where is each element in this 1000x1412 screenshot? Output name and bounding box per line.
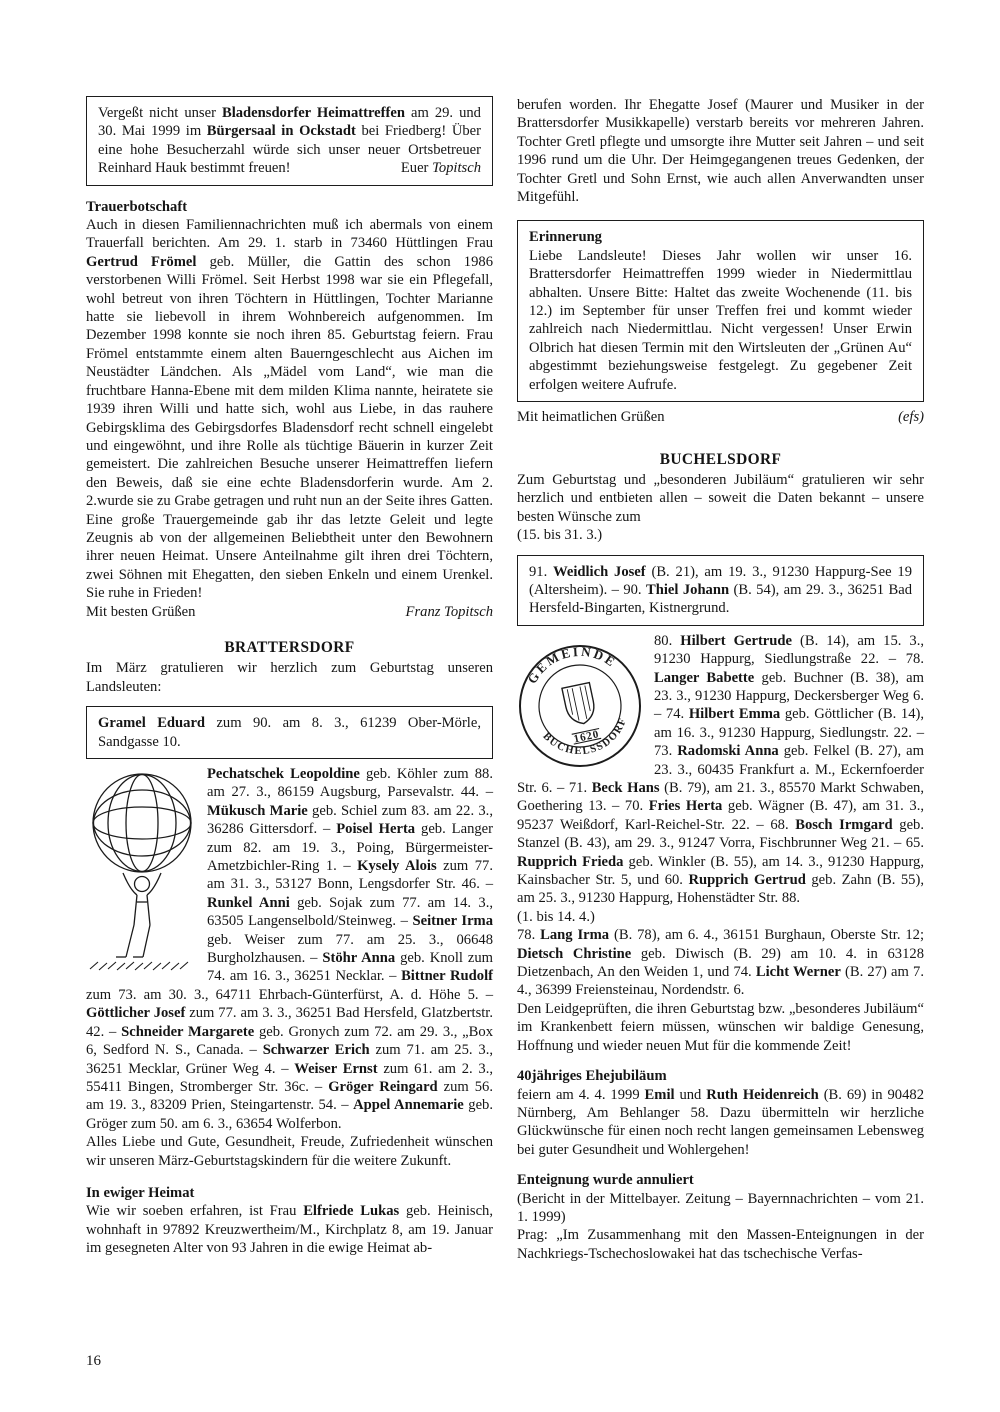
seal-bottom-text: BUCHELSSDORF [540,715,630,757]
jubilee-highlight-box [517,555,924,626]
enteignung-subtitle: (Bericht in der Mittelbayer. Zeitung – Bayernnachrichten – vom 21. 1. 1999) [517,1190,924,1225]
obituary-continuation: berufen worden. Ihr Ehegatte Josef (Maurer und Musiker in der Brattersdorfer Musikkapelle) verstarb bereits vor mehreren Jahren. Tochter Gretl pflegte und umsorgte ihre Mutter seit Jahren – und seit 1996 rund um die Uhr. Der Heimgegangenen treues Gedenken, der Tochter Gretl und Sohn Ernst, wie auch allen Anverwandten unser Mitgefühl. [517,97,924,206]
trauerbotschaft-closing-row [86,603,493,621]
date-range-march: (15. bis 31. 3.) [517,527,603,544]
section-heading-ewige-heimat: In ewiger Heimat [86,1184,195,1201]
trauerbotschaft-body: Auch in diesen Familiennachrichten muß ich abermals von einem Trauerfall berichten. Am 29. 1. starb in 73460 Hüttlingen Frau Gertrud Frömel geb. Müller, die Gattin des schon 1986 verstorbenen Willi Frömel. Seit Herbst 1998 war sie ein Pflegefall, wohl betreut von ihren Töchtern in Hüttlingen, Tochter Marianne hatte sie liebevoll in ihrem Wohnbereich aufgenommen. Im Dezember 1998 konnte sie noch ihren 85. Geburtstag feiern. Frau Frömel entstammte einem alten Bauerngeschlecht aus Aichen im Neustädter Ländchen. Als „Mädel vom Land“, wie man die fruchtbare Hanna-Ebene mit dem milden Klima nannte, heiratete sie 1939 ihren Willi und hatte sich, wohl aus Liebe, in das rauhere Gebirgsklima des Gebirgsdorfes Bladensdorf recht schnell eingelebt und eingewöhnt, und ihre Rolle als tüchtige Bäuerin in kurzer Zeit gemeistert. Die zahlreichen Besuche unserer Heimattreffen liefern den Beweis, daß sie eine echte Bladensdorferin wurde. Am 2. 2.wurde sie zu Grabe getragen und ruht nun an der Seite ihres Gatten. Eine große Trauergemeinde gab ihr das letzte Geleit und legte Zeugnis ab von der allgemeinen Beliebtheit unter den Bewohnern ihrer neuen Heimat. Unsere Anteilnahme gilt ihren drei Töchtern, zwei Söhnen mit Ehegatten, den sieben Enkeln und einem Urenkel. Sie ruhe in Frieden! [86,217,493,602]
left-column [86,96,493,1263]
notice-box [86,96,493,186]
svg-text:GEMEINDE [519,636,622,688]
date-range-april: (1. bis 14. 4.) [517,908,595,925]
enteignung-body: Prag: „Im Zusammenhang mit den Massen-Enteignungen in der Nachkriegs-Tschechoslowakei hat das tschechische Verfas- [517,1227,924,1262]
atlas-globe-illustration [86,769,196,974]
march-birthday-wishes: Alles Liebe und Gute, Gesundheit, Freude, Zufriedenheit wünschen wir unseren März-Geburtstagskindern für die weitere Zukunft. [86,1134,493,1169]
notice-text [98,104,481,178]
gemeinde-buchelsdorf-seal-illustration [517,636,643,776]
erinnerung-heading: Erinnerung [529,229,602,246]
section-heading-ehejubilaeum: 40jähriges Ehejubiläum [517,1068,667,1085]
jubilee-highlight-text: 91. Weidlich Josef (B. 21), am 19. 3., 91230 Happurg-See 19 (Altersheim). – 90. Thiel Johann (B. 54), am 29. 3., 36251 Bad Hersfeld-Bingarten, Kistnergrund. [529,563,912,617]
march-birthday-list: Pechatschek Leopoldine geb. Köhler zum 88. am 27. 3., 86159 Augsburg, Parsevalstr. 44. – Mükusch Marie geb. Schiel zum 83. am 22. 3., 36286 Gittersdorf. – Poisel Herta geb. Langer zum 82. am 19. 3., Poing, Bürgermeister-Ametzbichler-Ring 1. – Kysely Alois zum 77. am 31. 3., 53127 Bonn, Lengsdorfer Str. 46. – Runkel Anni geb. Sojak zum 77. am 14. 3., 63505 Langenselbold/Steinweg. – Seitner Irma geb. Weiser zum 77. am 25. 3., 06648 Burgholzhausen. – Stöhr Anna geb. Knoll zum 74. am 16. 3., 36251 Necklar. – Bittner Rudolf zum 73. am 30. 3., 64711 Ehrbach-Günterfürst, A. d. Höhe 5. – Göttlicher Josef zum 77. am 3. 3., 36251 Bad Hersfeld, Glatzbertstr. 42. – Schneider Margarete geb. Gronych zum 72. am 29. 3., „Box 6, Sedford N. S., Canada. – Schwarzer Erich zum 71. am 25. 3., 36251 Mecklar, Grüner Weg 4. – Weiser Ernst zum 61. am 2. 3., 55411 Bingen, Stromberger Str. 36c. – Gröger Reingard zum 56. am 19. 3., 83209 Prien, Steingartenstr. 54. – Appel Annemarie geb. Gröger zum 50. am 6. 3., 63654 Wolferbon. [86,766,494,1132]
gramel-highlight-box [86,706,493,759]
two-column-layout [86,96,924,1263]
right-column [517,96,924,1263]
buchelsdorf-birthday-block [517,632,924,1055]
greeting-signer: (efs) [898,409,924,426]
gramel-highlight-text: Gramel Eduard zum 90. am 8. 3., 61239 Ober-Mörle, Sandgasse 10. [98,715,481,750]
greeting-closing: Mit heimatlichen Grüßen [517,409,665,426]
erinnerung-body: Liebe Landsleute! Dieses Jahr wollen wir unser 16. Brattersdorfer Heimattreffen 1999 wieder in Niedermittlau abhalten. Unsere Bitte: Haltet das zweite Wochenende (11. bis 12.) im September für unser Treffen frei und kommt wieder zahlreich nach Niedermittlau. Nicht vergessen! Unser Erwin Olbrich hat diesen Termin mit den Wirtsleuten der „Grünen Au“ abgestimmt beziehungsweise festgelegt. Zu gegebener Zeit erfolgen weitere Aufrufe. [529,247,912,393]
ehejubilaeum-body: feiern am 4. 4. 1999 Emil und Ruth Heidenreich (B. 69) in 90482 Nürnberg, Am Behlanger 58. Dazu übermitteln wir herzliche Glückwünsche für einen noch recht langen gemeinsamen Lebensweg bei guter Gesundheit und Wohlergehen! [517,1086,924,1158]
buchelsdorf-april-list: 78. Lang Irma (B. 78), am 6. 4., 36151 Burghaun, Oberste Str. 12; Dietsch Christine geb. Diwisch (B. 29) am 10. 4. in 63128 Dietzenbach, An den Weiden 1, und 74. Licht Werner (B. 27) am 7. 4., 36399 Freiensteinau, Nordendstr. 6. [517,927,925,999]
ewige-heimat-body: Wie wir soeben erfahren, ist Frau Elfriede Lukas geb. Heinisch, wohnhaft in 97892 Kreuzwertheim/M., Kirchplatz 8, am 19. Januar im gesegneten Alter von 93 Jahren in die ewige Heimat ab- [86,1203,493,1257]
seal-year-text: 1620 [572,727,601,746]
section-heading-enteignung: Enteignung wurde annuliert [517,1172,694,1189]
greeting-row [517,408,924,426]
seal-top-text: GEMEINDE [524,643,620,686]
sick-wishes: Den Leidgeprüften, die ihren Geburtstag bzw. „besonderes Jubiläum“ im Krankenbett feiern müssen, wünschen wir baldige Genesung, Hoffnung und wieder neuen Mut für die kommende Zeit! [517,1000,924,1054]
notice-body: Vergeßt nicht unser Bladensdorfer Heimattreffen am 29. und 30. Mai 1999 im Bürgersaal in Ockstadt bei Friedberg! Über eine hohe Besucherzahl würde sich unser neuer Ortsbetreuer Reinhard Hauk bestimmt freuen! [98,105,481,177]
buchelsdorf-intro: Zum Geburtstag und „besonderen Jubiläum“ gratulieren wir sehr herzlich und entbieten allen – soweit die Daten bekannt – unsere besten Wünsche zum [517,471,924,525]
notice-signature: Euer Topitsch [400,160,481,177]
page-number: 16 [86,1353,101,1369]
section-heading-buchelsdorf: BUCHELSDORF [659,450,782,468]
brattersdorf-intro: Im März gratulieren wir herzlich zum Geburtstag unseren Landsleuten: [86,660,493,695]
closing-text: Mit besten Grüßen [86,603,196,620]
erinnerung-box [517,220,924,402]
buchelsdorf-march-list: 80. Hilbert Gertrude (B. 14), am 15. 3., 91230 Happurg, Siedlungstraße 22. – 78. Langer Babette geb. Buchner (B. 38), am 23. 3., 91230 Happurg, Deckersberger Weg 6. – 74. Hilbert Emma geb. Göttlicher (B. 14), am 16. 3., 91230 Happurg, Siedlungstr. 22. – 73. Radomski Anna geb. Felkel (B. 27), am 23. 3., 60435 Frankfurt a. M., Eckernfoerder Str. 6. – 71. Beck Hans (B. 79), am 21. 3., 85570 Markt Schwaben, Goethering 13. – 70. Fries Herta geb. Wägner (B. 47), am 31. 3., 95237 Weißdorf, Karl-Reichel-Str. 22. – 68. Bosch Irmgard geb. Stanzel (B. 43), am 29. 3., 91247 Vorra, Fischbrunner Weg 21. – 65. Rupprich Frieda geb. Winkler (B. 55), am 14. 3., 91230 Happurg, Kainsbacher Str. 5, und 60. Rupprich Gertrud geb. Zahn (B. 55), am 25. 3., 91230 Happurg, Hohenstädter Str. 88. [517,632,925,907]
birthday-block [86,765,493,1170]
section-heading-trauerbotschaft: Trauerbotschaft [86,198,188,215]
section-heading-brattersdorf: BRATTERSDORF [224,638,355,656]
signer-name: Franz Topitsch [405,603,493,620]
